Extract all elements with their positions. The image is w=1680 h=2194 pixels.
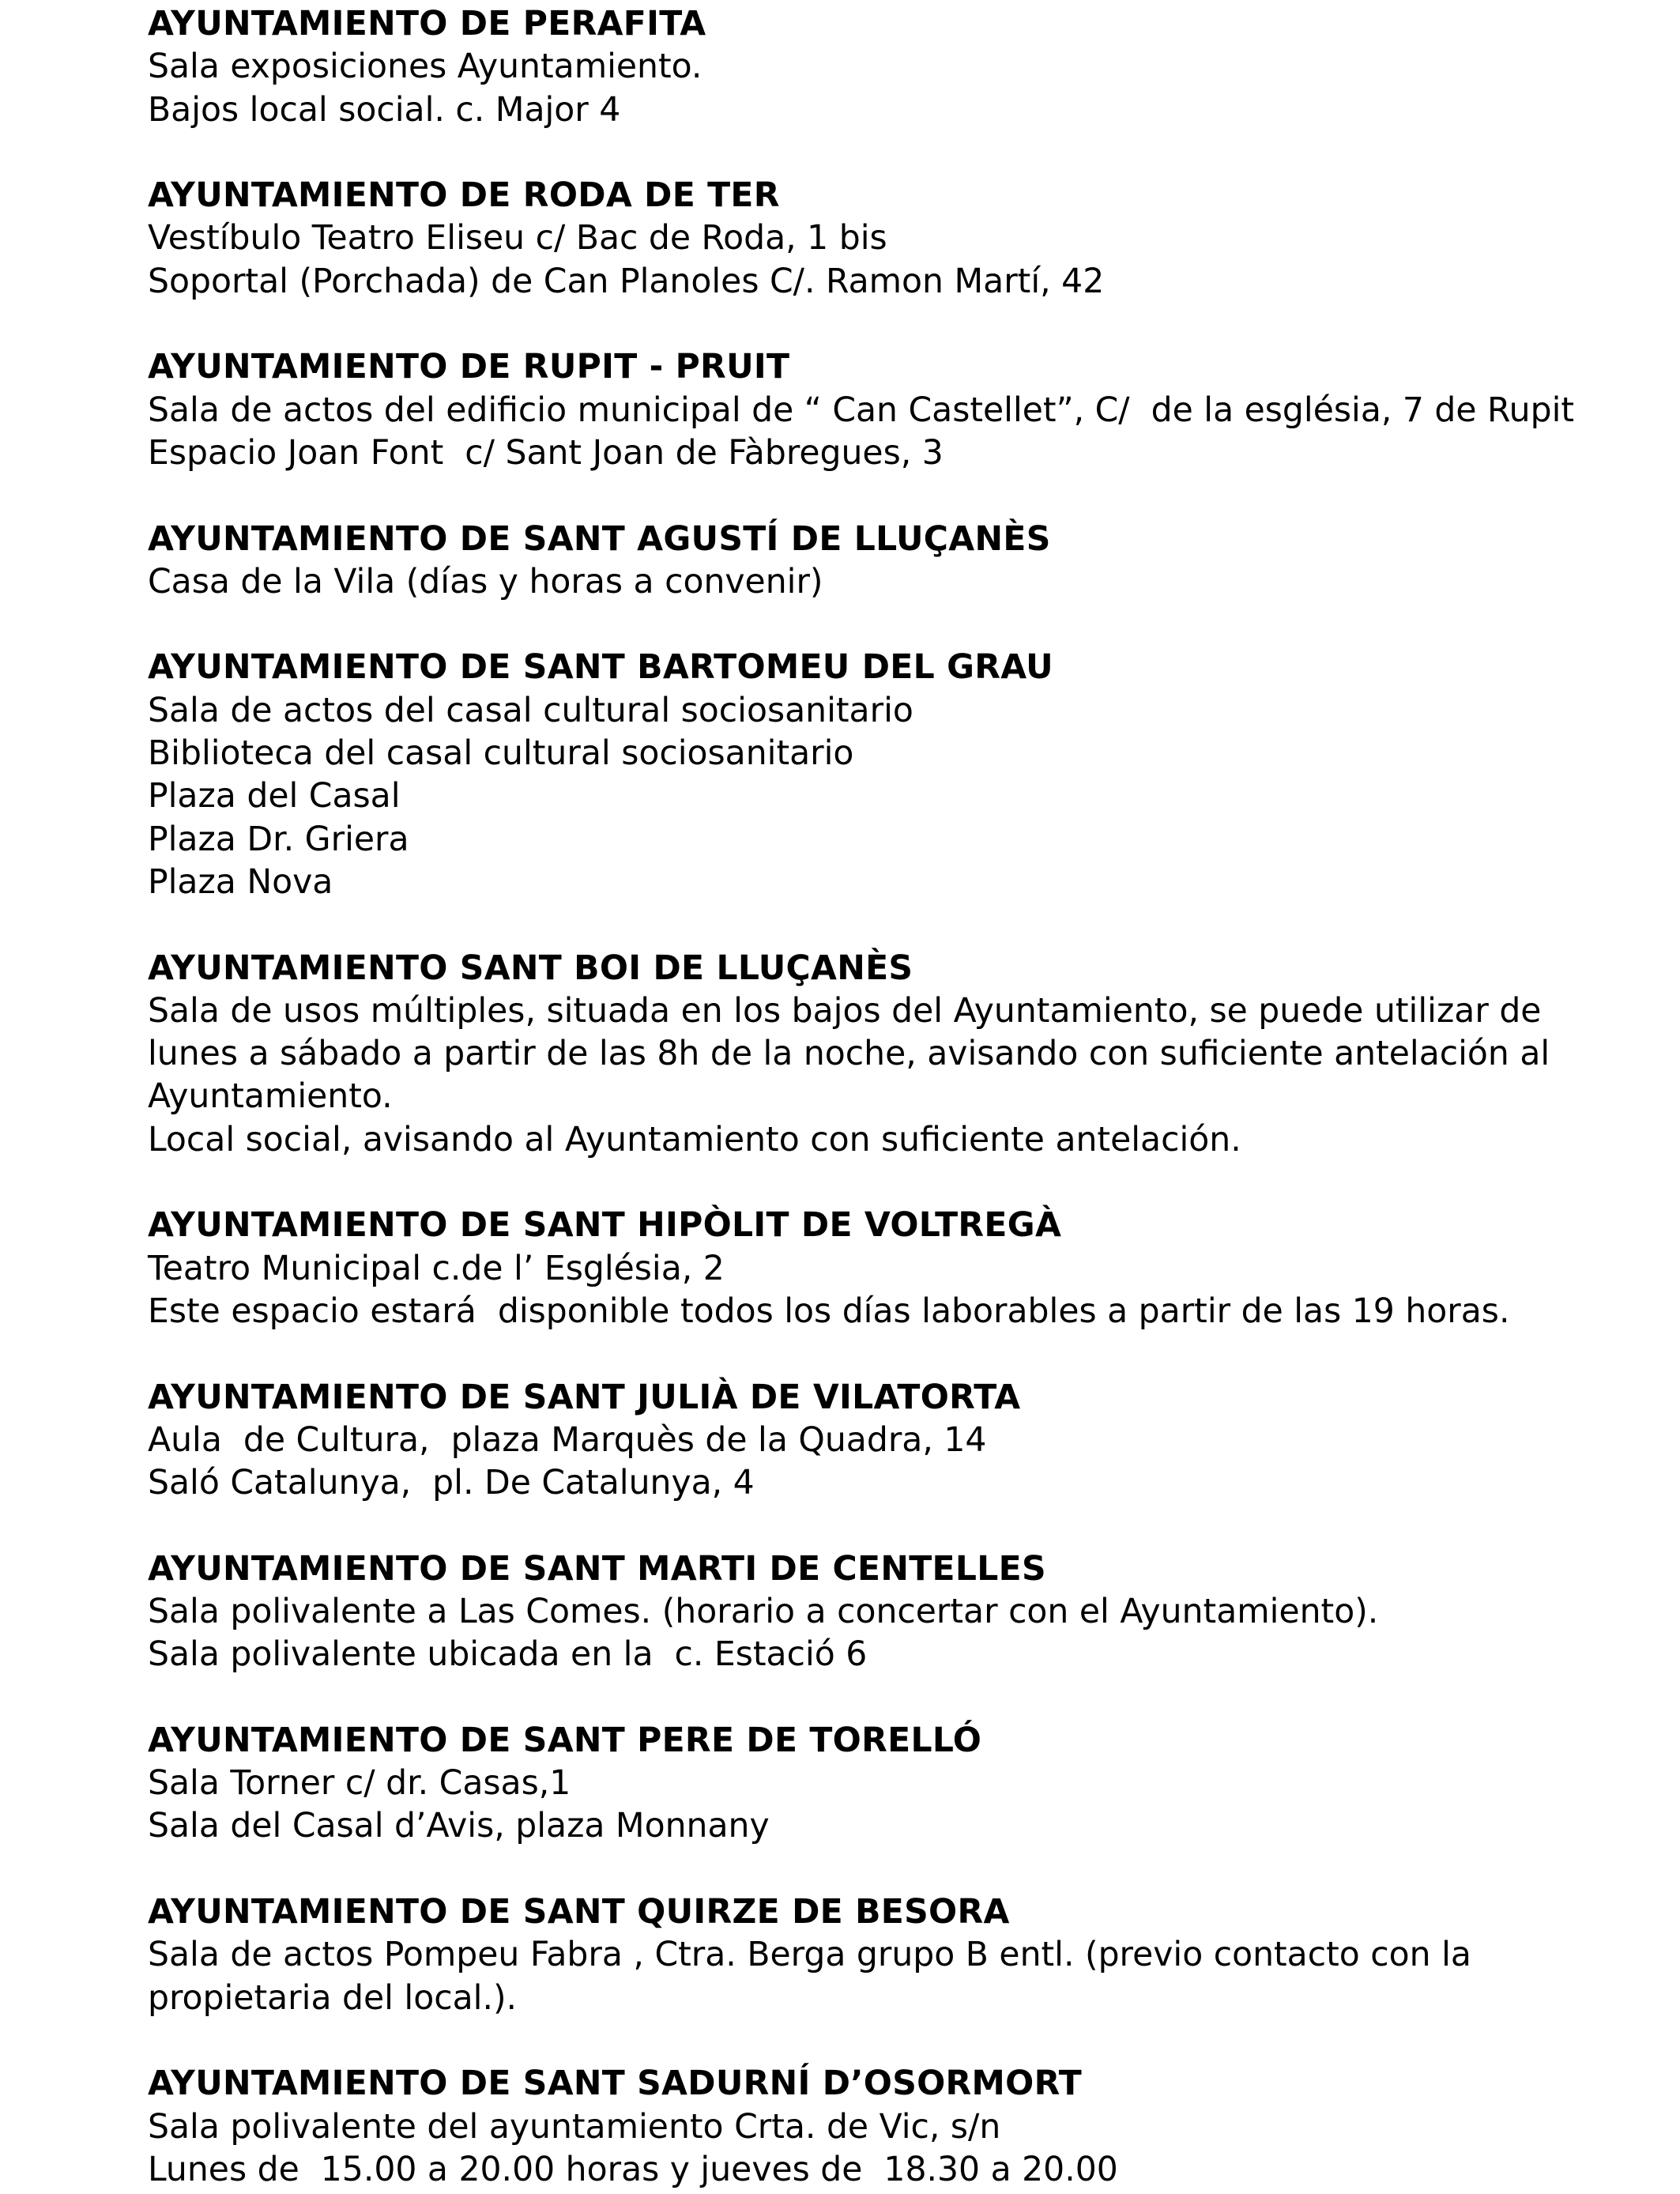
section-heading: AYUNTAMIENTO DE RUPIT - PRUIT — [148, 348, 790, 387]
section-sant-marti — [148, 1548, 1649, 1677]
section-line: Local social, avisando al Ayuntamiento con suficiente antelación. — [148, 1120, 1241, 1159]
section-line: Sala de actos del casal cultural sociosanitario — [148, 691, 913, 730]
section-line: Sala polivalente ubicada en la c. Estació 6 — [148, 1635, 868, 1675]
section-line: propietaria del local.). — [148, 1978, 518, 2018]
section-heading: AYUNTAMIENTO SANT BOI DE LLUÇANÈS — [148, 948, 913, 988]
section-heading: AYUNTAMIENTO DE SANT HIPÒLIT DE VOLTREGÀ — [148, 1206, 1062, 1246]
section-sant-julia — [148, 1377, 1649, 1506]
section-line: Sala exposiciones Ayuntamiento. — [148, 47, 703, 87]
section-sant-hipolit — [148, 1204, 1649, 1333]
section-line: Casa de la Vila (días y horas a convenir) — [148, 562, 823, 601]
section-heading: AYUNTAMIENTO DE SANT JULIÀ DE VILATORTA — [148, 1378, 1021, 1417]
section-line: Bajos local social. c. Major 4 — [148, 90, 621, 130]
section-heading: AYUNTAMIENTO DE SANT BARTOMEU DEL GRAU — [148, 648, 1053, 688]
section-heading: AYUNTAMIENTO DE SANT AGUSTÍ DE LLUÇANÈS — [148, 519, 1051, 559]
section-line: Espacio Joan Font c/ Sant Joan de Fàbregues, 3 — [148, 433, 944, 473]
section-sant-quirze — [148, 1891, 1649, 2020]
section-line: Este espacio estará disponible todos los días laborables a partir de las 19 horas. — [148, 1291, 1510, 1331]
section-line: Sala polivalente del ayuntamiento Crta. de Vic, s/n — [148, 2107, 1001, 2147]
section-rupit-pruit — [148, 346, 1649, 475]
section-heading: AYUNTAMIENTO DE SANT MARTI DE CENTELLES — [148, 1549, 1046, 1589]
section-heading: AYUNTAMIENTO DE RODA DE TER — [148, 176, 780, 216]
section-heading: AYUNTAMIENTO DE PERAFITA — [148, 5, 706, 43]
section-heading: AYUNTAMIENTO DE SANT QUIRZE DE BESORA — [148, 1893, 1010, 1932]
section-line: Sala de actos Pompeu Fabra , Ctra. Berga grupo B entl. (previo contacto con la — [148, 1936, 1471, 1975]
section-line: Sala del Casal d’Avis, plaza Monnany — [148, 1807, 770, 1846]
section-sant-boi — [148, 948, 1649, 1162]
section-roda-de-ter — [148, 175, 1649, 303]
section-line: Soportal (Porchada) de Can Planoles C/. Ramon Martí, 42 — [148, 262, 1105, 301]
section-line: Sala de actos del edificio municipal de “ Can Castellet”, C/ de la església, 7 de Rupit — [148, 390, 1575, 430]
section-line: Sala polivalente a Las Comes. (horario a concertar con el Ayuntamiento). — [148, 1592, 1379, 1631]
section-line: Lunes de 15.00 a 20.00 horas y jueves de 18.30 a 20.00 — [148, 2150, 1118, 2189]
section-sant-sadurni — [148, 2063, 1649, 2192]
section-line: Plaza Dr. Griera — [148, 820, 409, 859]
section-line: Saló Catalunya, pl. De Catalunya, 4 — [148, 1464, 755, 1503]
section-heading: AYUNTAMIENTO DE SANT SADURNÍ D’OSORMORT — [148, 2064, 1082, 2104]
section-line: Ayuntamiento. — [148, 1077, 393, 1117]
section-line: Plaza del Casal — [148, 777, 401, 816]
section-line: Sala Torner c/ dr. Casas,1 — [148, 1764, 571, 1804]
section-sant-agusti — [148, 518, 1649, 605]
section-line: Teatro Municipal c.de l’ Església, 2 — [148, 1249, 725, 1288]
section-line: Vestíbulo Teatro Eliseu c/ Bac de Roda, 1 bis — [148, 219, 887, 258]
section-line: lunes a sábado a partir de las 8h de la noche, avisando con suficiente antelación al — [148, 1035, 1550, 1074]
section-line: Sala de usos múltiples, situada en los bajos del Ayuntamiento, se puede utilizar de — [148, 991, 1542, 1031]
section-line: Aula de Cultura, plaza Marquès de la Quadra, 14 — [148, 1420, 987, 1460]
section-perafita — [148, 3, 1649, 132]
section-sant-pere — [148, 1720, 1649, 1849]
section-heading: AYUNTAMIENTO DE SANT PERE DE TORELLÓ — [148, 1721, 982, 1760]
section-line: Plaza Nova — [148, 862, 333, 902]
section-sant-bartomeu — [148, 647, 1649, 904]
section-line: Biblioteca del casal cultural sociosanitario — [148, 734, 854, 774]
document-page — [148, 3, 1649, 2192]
